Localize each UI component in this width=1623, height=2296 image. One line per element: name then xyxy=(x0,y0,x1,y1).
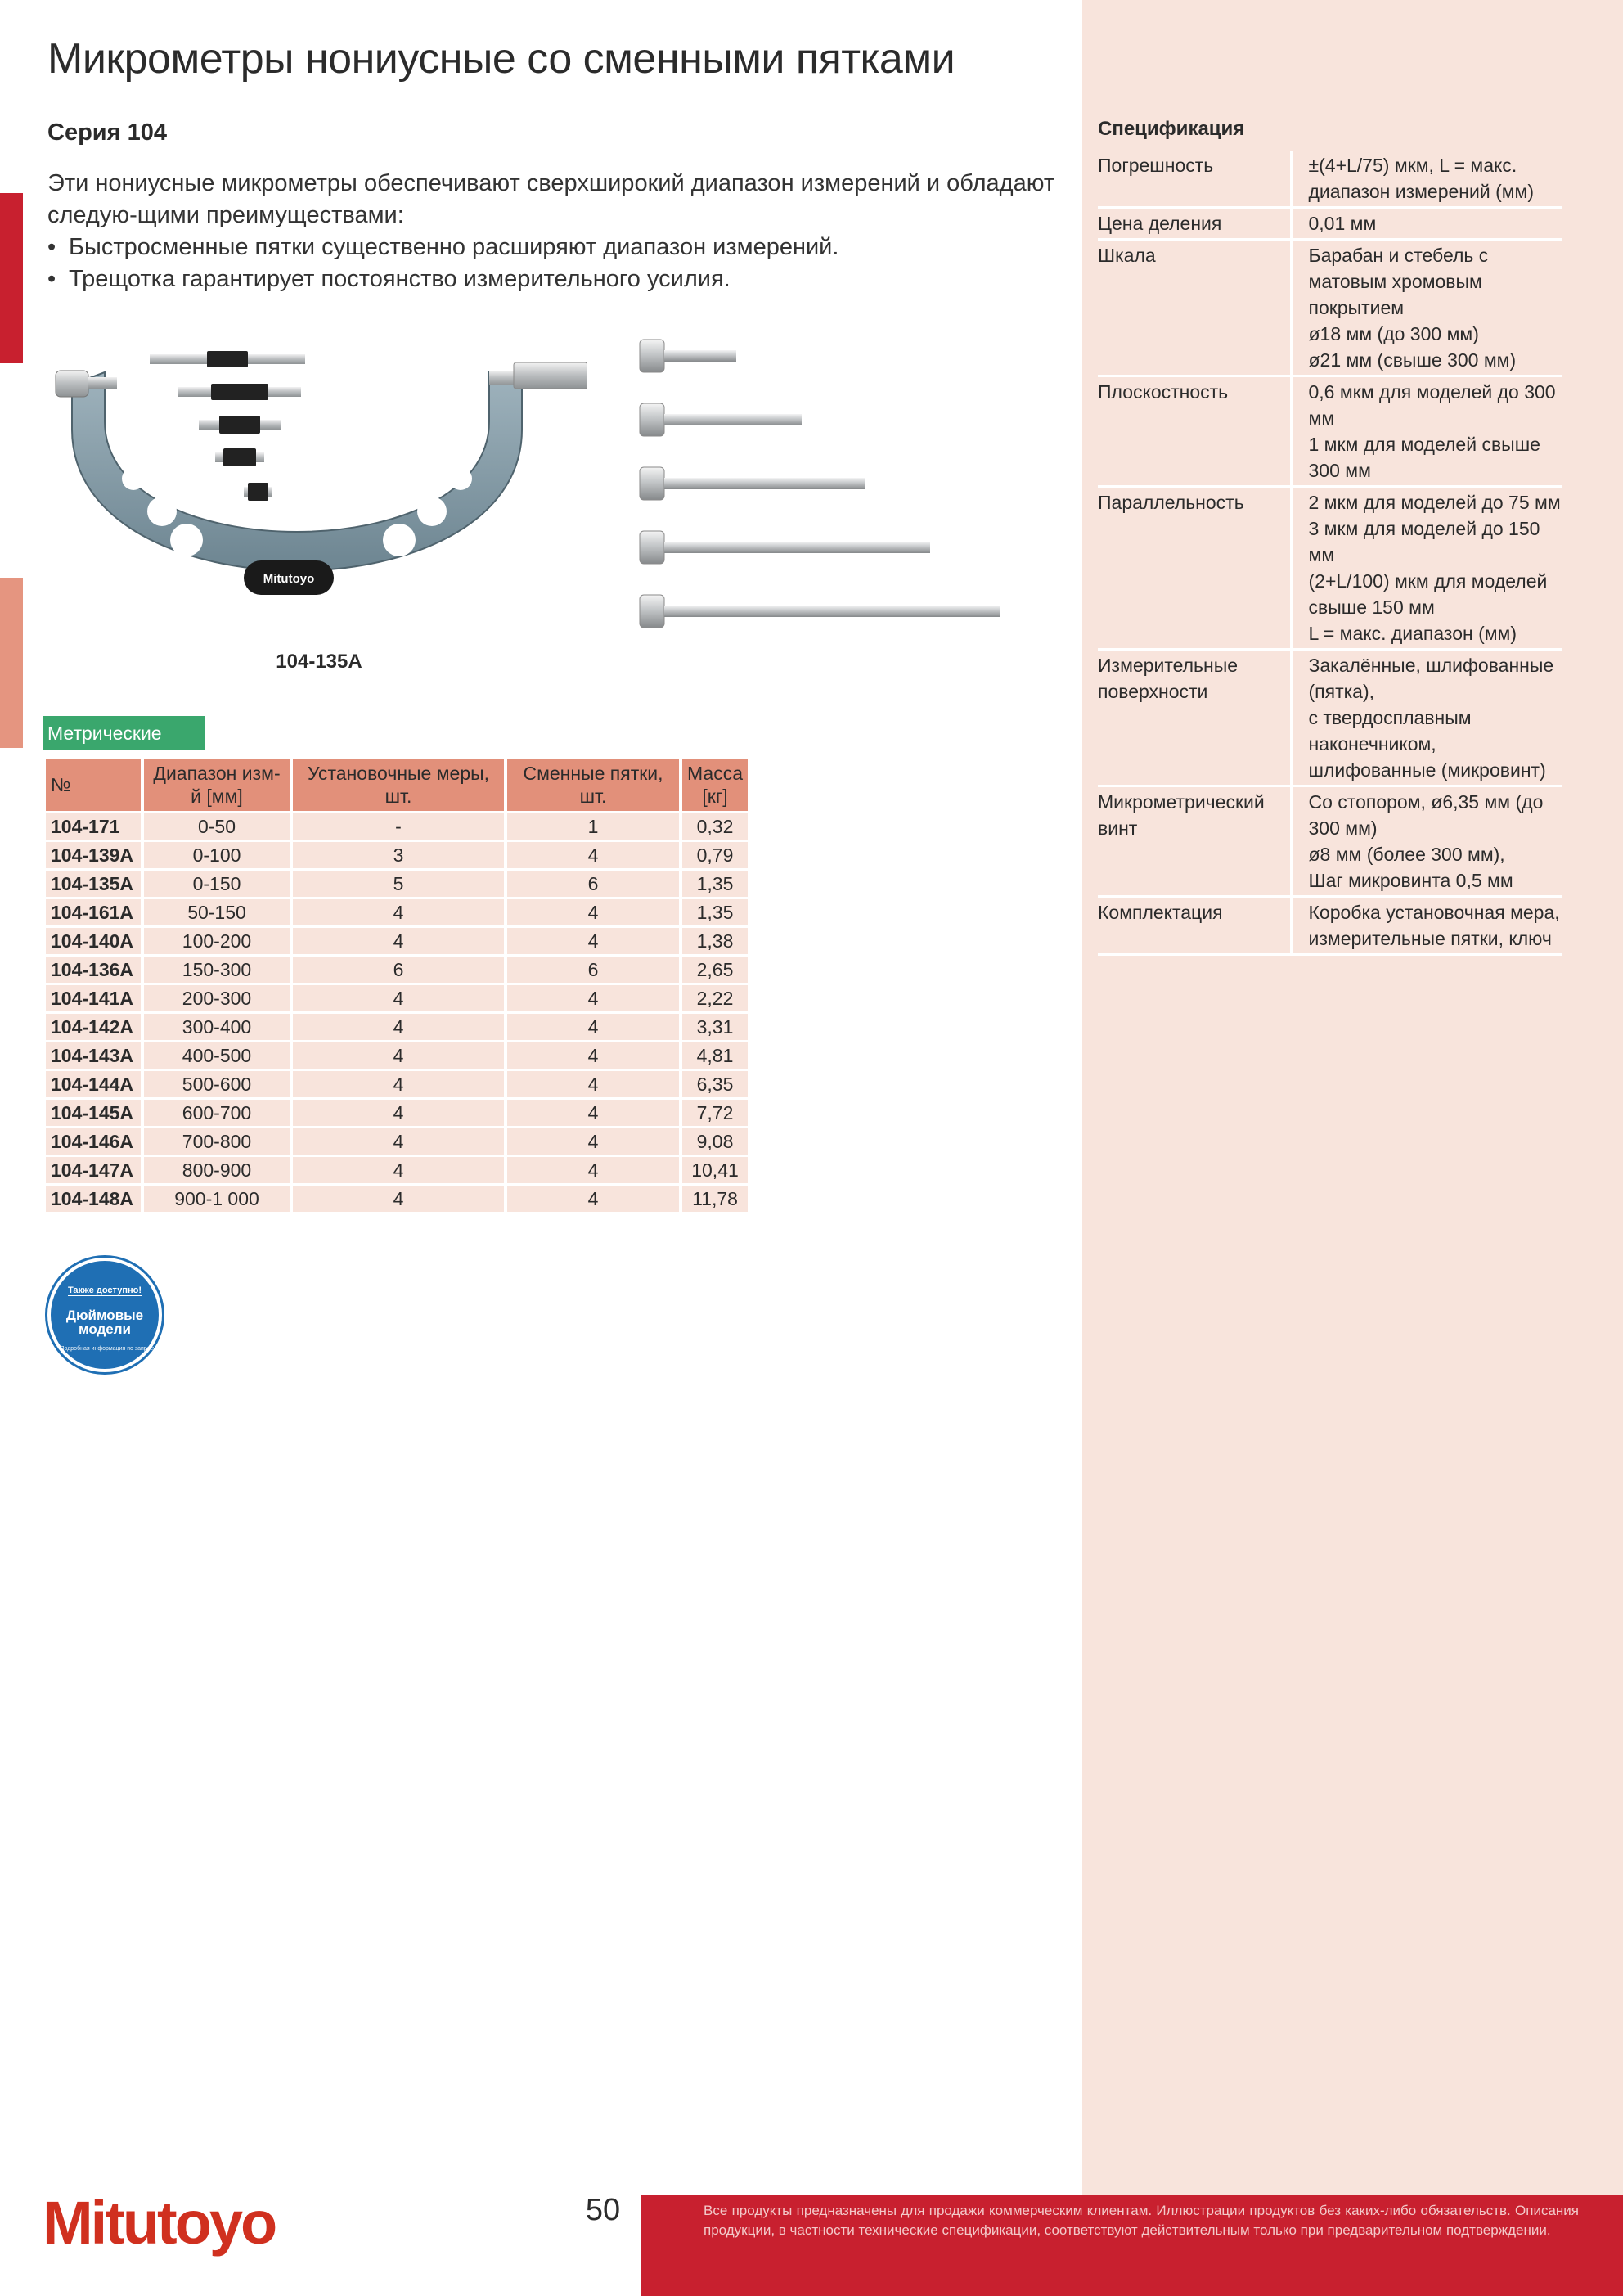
cell-mass: 9,08 xyxy=(682,1128,748,1155)
cell-code: 104-144A xyxy=(46,1071,141,1097)
cell-mass: 1,35 xyxy=(682,899,748,925)
table-row xyxy=(46,957,748,983)
cell-mass: 2,65 xyxy=(682,957,748,983)
cell-range: 50-150 xyxy=(144,899,290,925)
footer-disclaimer: Все продукты предназначены для продажи коммерческим клиентам. Иллюстрации продуктов без каких-либо обязательств. Описания продукции, в частности технические спецификации, соответствуют действительным только при предварительном подтверждении. xyxy=(704,2203,1579,2238)
spec-key: Измерительные поверхности xyxy=(1098,650,1291,786)
cell-anvils: 6 xyxy=(507,957,679,983)
table-row xyxy=(46,813,748,840)
cell-standards: 4 xyxy=(293,928,504,954)
column-header-number: № xyxy=(46,759,141,811)
brand-logo: Mitutoyo xyxy=(43,2189,276,2257)
cell-mass: 0,79 xyxy=(682,842,748,868)
cell-code: 104-146A xyxy=(46,1128,141,1155)
cell-mass: 1,38 xyxy=(682,928,748,954)
badge-top-text: Также доступно! xyxy=(67,1285,142,1295)
table-row xyxy=(46,985,748,1011)
side-accent-red xyxy=(0,193,23,363)
spec-row xyxy=(1098,897,1562,955)
cell-mass: 3,31 xyxy=(682,1014,748,1040)
column-header-setting-standards: Установочные меры, шт. xyxy=(293,759,504,811)
spec-row xyxy=(1098,376,1562,487)
column-header-range: Диапазон изм-й [мм] xyxy=(144,759,290,811)
spec-row xyxy=(1098,650,1562,786)
cell-mass: 0,32 xyxy=(682,813,748,840)
column-header-anvils: Сменные пятки, шт. xyxy=(507,759,679,811)
cell-range: 700-800 xyxy=(144,1128,290,1155)
cell-code: 104-148A xyxy=(46,1186,141,1212)
cell-range: 600-700 xyxy=(144,1100,290,1126)
spec-value: Коробка установочная мера, измерительные пятки, ключ xyxy=(1291,897,1562,955)
cell-standards: 4 xyxy=(293,1014,504,1040)
cell-code: 104-140A xyxy=(46,928,141,954)
spec-key: Цена деления xyxy=(1098,208,1291,240)
cell-mass: 1,35 xyxy=(682,871,748,897)
cell-anvils: 6 xyxy=(507,871,679,897)
cell-standards: 4 xyxy=(293,1042,504,1069)
spec-value: 2 мкм для моделей до 75 мм 3 мкм для моделей до 150 мм (2+L/100) мкм для моделей свыше 150 мм L = макс. диапазон (мм) xyxy=(1291,487,1562,650)
cell-anvils: 4 xyxy=(507,928,679,954)
anvil-rod xyxy=(640,467,865,500)
cell-anvils: 4 xyxy=(507,899,679,925)
spec-key: Микрометрический винт xyxy=(1098,786,1291,897)
spec-value: 0,01 мм xyxy=(1291,208,1562,240)
spec-key: Комплектация xyxy=(1098,897,1291,955)
interchangeable-anvils-photo xyxy=(630,331,1014,655)
cell-range: 150-300 xyxy=(144,957,290,983)
spec-value: ±(4+L/75) мкм, L = макс. диапазон измерений (мм) xyxy=(1291,151,1562,208)
spec-key: Шкала xyxy=(1098,240,1291,376)
spec-value: 0,6 мкм для моделей до 300 мм 1 мкм для моделей свыше 300 мм xyxy=(1291,376,1562,487)
cell-anvils: 4 xyxy=(507,985,679,1011)
cell-range: 300-400 xyxy=(144,1014,290,1040)
series-label: Серия 104 xyxy=(47,119,167,146)
cell-standards: 3 xyxy=(293,842,504,868)
side-accent-salmon xyxy=(0,578,23,748)
spec-row xyxy=(1098,786,1562,897)
cell-standards: 5 xyxy=(293,871,504,897)
badge-main-text: Дюймовые модели xyxy=(65,1308,144,1337)
cell-range: 500-600 xyxy=(144,1071,290,1097)
cell-mass: 10,41 xyxy=(682,1157,748,1183)
cell-code: 104-141A xyxy=(46,985,141,1011)
cell-mass: 7,72 xyxy=(682,1100,748,1126)
advantage-item: • Быстросменные пятки существенно расширяют диапазон измерений. xyxy=(47,232,1062,263)
cell-anvils: 4 xyxy=(507,1014,679,1040)
badge-arc-text: Подробная информация по запросу xyxy=(60,1346,156,1352)
cell-code: 104-147A xyxy=(46,1157,141,1183)
cell-code: 104-171 xyxy=(46,813,141,840)
spec-value: Барабан и стебель с матовым хромовым покрытием ø18 мм (до 300 мм) ø21 мм (свыше 300 мм) xyxy=(1291,240,1562,376)
spec-key: Погрешность xyxy=(1098,151,1291,208)
cell-code: 104-136A xyxy=(46,957,141,983)
anvil-rod xyxy=(640,531,930,564)
cell-standards: 4 xyxy=(293,899,504,925)
table-row xyxy=(46,842,748,868)
spec-row xyxy=(1098,487,1562,650)
column-header-mass: Масса [кг] xyxy=(682,759,748,811)
cell-range: 0-50 xyxy=(144,813,290,840)
cell-standards: 4 xyxy=(293,1128,504,1155)
table-row xyxy=(46,899,748,925)
intro-paragraph: Эти нониусные микрометры обеспечивают сверхширокий диапазон измерений и обладают следую-щими преимуществами: xyxy=(47,170,1055,228)
photo-caption: 104-135A xyxy=(276,651,362,673)
cell-standards: 4 xyxy=(293,985,504,1011)
spec-value: Закалённые, шлифованные (пятка), с твердосплавным наконечником, шлифованные (микровинт) xyxy=(1291,650,1562,786)
spec-key: Параллельность xyxy=(1098,487,1291,650)
cell-range: 100-200 xyxy=(144,928,290,954)
cell-mass: 6,35 xyxy=(682,1071,748,1097)
spec-row xyxy=(1098,208,1562,240)
cell-range: 0-100 xyxy=(144,842,290,868)
table-row xyxy=(46,1157,748,1183)
cell-standards: 4 xyxy=(293,1071,504,1097)
spec-title: Спецификация xyxy=(1098,118,1245,140)
advantages-list xyxy=(47,232,1062,295)
anvil-rod xyxy=(640,403,802,436)
cell-code: 104-145A xyxy=(46,1100,141,1126)
table-row xyxy=(46,928,748,954)
cell-code: 104-139A xyxy=(46,842,141,868)
cell-anvils: 1 xyxy=(507,813,679,840)
cell-range: 900-1 000 xyxy=(144,1186,290,1212)
cell-standards: - xyxy=(293,813,504,840)
page-number: 50 xyxy=(585,2193,621,2227)
cell-code: 104-142A xyxy=(46,1014,141,1040)
page-title: Микрометры нониусные со сменными пятками xyxy=(47,35,955,83)
spec-row xyxy=(1098,240,1562,376)
cell-range: 800-900 xyxy=(144,1157,290,1183)
spec-row xyxy=(1098,151,1562,208)
table-header-row xyxy=(46,759,748,811)
table-row xyxy=(46,1186,748,1212)
cell-range: 200-300 xyxy=(144,985,290,1011)
anvil-rod xyxy=(640,595,1000,628)
cell-standards: 4 xyxy=(293,1186,504,1212)
cell-standards: 4 xyxy=(293,1100,504,1126)
cell-code: 104-161A xyxy=(46,899,141,925)
micrometer-photo xyxy=(47,323,587,646)
metric-tag: Метрические xyxy=(43,716,205,750)
table-row xyxy=(46,1128,748,1155)
cell-anvils: 4 xyxy=(507,1042,679,1069)
table-row xyxy=(46,1042,748,1069)
inch-models-badge xyxy=(47,1258,162,1372)
table-row xyxy=(46,1071,748,1097)
spec-key: Плоскостность xyxy=(1098,376,1291,487)
advantage-item: • Трещотка гарантирует постоянство измерительного усилия. xyxy=(47,263,1062,295)
intro-text xyxy=(47,168,1062,295)
models-table xyxy=(43,756,751,1214)
cell-standards: 4 xyxy=(293,1157,504,1183)
cell-mass: 11,78 xyxy=(682,1186,748,1212)
cell-anvils: 4 xyxy=(507,1071,679,1097)
spec-value: Со стопором, ø6,35 мм (до 300 мм) ø8 мм (более 300 мм), Шаг микровинта 0,5 мм xyxy=(1291,786,1562,897)
table-row xyxy=(46,1100,748,1126)
table-row xyxy=(46,1014,748,1040)
cell-mass: 4,81 xyxy=(682,1042,748,1069)
cell-standards: 6 xyxy=(293,957,504,983)
cell-range: 400-500 xyxy=(144,1042,290,1069)
cell-anvils: 4 xyxy=(507,1157,679,1183)
cell-anvils: 4 xyxy=(507,842,679,868)
spec-table xyxy=(1098,151,1562,956)
cell-range: 0-150 xyxy=(144,871,290,897)
anvil-rod xyxy=(640,340,736,372)
cell-mass: 2,22 xyxy=(682,985,748,1011)
brand-plate-text: Mitutoyo xyxy=(263,572,315,586)
table-row xyxy=(46,871,748,897)
cell-code: 104-135A xyxy=(46,871,141,897)
cell-code: 104-143A xyxy=(46,1042,141,1069)
cell-anvils: 4 xyxy=(507,1128,679,1155)
cell-anvils: 4 xyxy=(507,1100,679,1126)
cell-anvils: 4 xyxy=(507,1186,679,1212)
